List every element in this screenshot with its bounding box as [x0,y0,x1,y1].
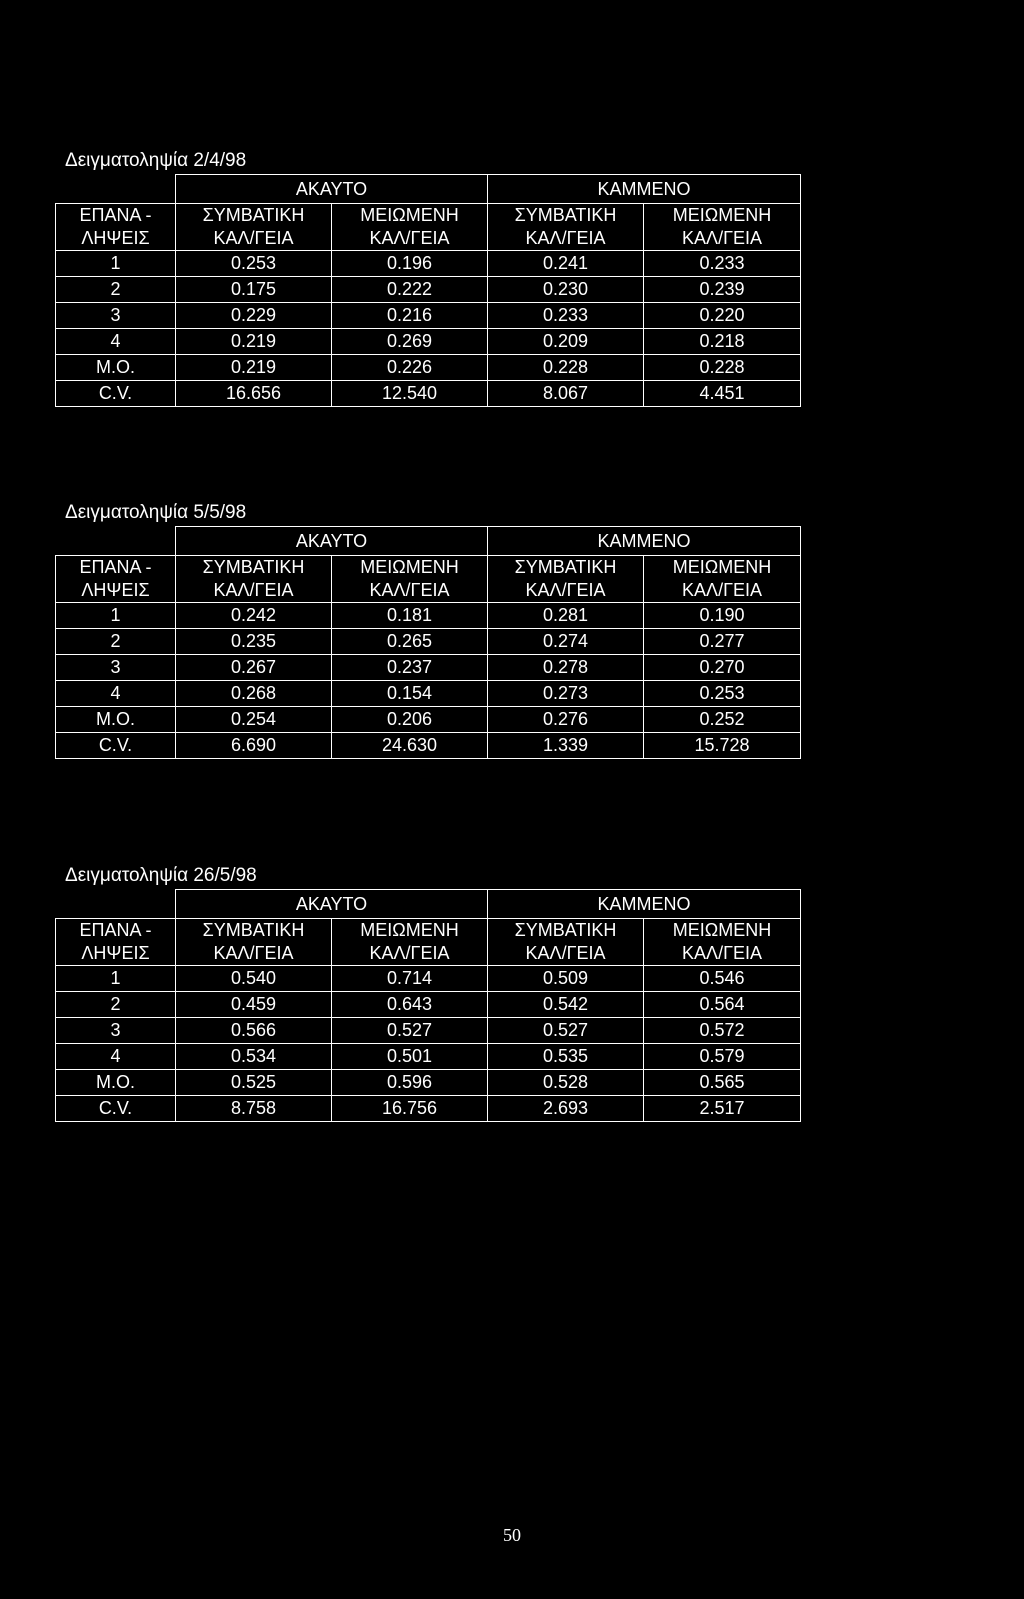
value-cell: 0.540 [176,966,332,992]
column-header-reduced: ΜΕΙΩΜΕΝΗ [332,556,488,579]
measurement-table [55,889,801,1122]
row-label: C.V. [56,733,176,759]
value-cell: 4.451 [644,381,801,407]
column-header-cultivation: ΚΑΛ/ΓΕΙΑ [176,578,332,603]
value-cell: 0.241 [488,251,644,277]
value-cell: 0.228 [644,355,801,381]
value-cell: 0.566 [176,1018,332,1044]
value-cell: 0.181 [332,603,488,629]
page-number: 50 [503,1525,521,1545]
value-cell: 0.542 [488,992,644,1018]
row-label: 2 [56,277,176,303]
row-label: C.V. [56,381,176,407]
column-header-row [56,941,801,966]
column-header-conventional: ΣΥΜΒΑΤΙΚΗ [488,556,644,579]
empty-corner-cell [56,890,176,919]
table-row [56,303,801,329]
row-label: 3 [56,655,176,681]
column-header-repetitions: ΛΗΨΕΙΣ [56,226,176,251]
value-cell: 0.268 [176,681,332,707]
value-cell: 0.228 [488,355,644,381]
table-row [56,277,801,303]
table-row [56,966,801,992]
value-cell: 0.254 [176,707,332,733]
value-cell: 0.528 [488,1070,644,1096]
column-header-repetitions: ΕΠΑΝΑ - [56,556,176,579]
row-label: Μ.Ο. [56,355,176,381]
value-cell: 0.222 [332,277,488,303]
value-cell: 0.154 [332,681,488,707]
table-row [56,329,801,355]
row-label: C.V. [56,1096,176,1122]
value-cell: 0.220 [644,303,801,329]
value-cell: 0.229 [176,303,332,329]
column-header-conventional: ΣΥΜΒΑΤΙΚΗ [176,919,332,942]
table-row [56,355,801,381]
value-cell: 0.218 [644,329,801,355]
column-header-reduced: ΜΕΙΩΜΕΝΗ [644,919,801,942]
value-cell: 12.540 [332,381,488,407]
value-cell: 1.339 [488,733,644,759]
value-cell: 16.756 [332,1096,488,1122]
value-cell: 0.525 [176,1070,332,1096]
value-cell: 0.273 [488,681,644,707]
sampling-section [55,148,800,407]
row-label: 1 [56,251,176,277]
column-header-repetitions: ΕΠΑΝΑ - [56,919,176,942]
value-cell: 0.175 [176,277,332,303]
value-cell: 0.253 [176,251,332,277]
group-header-row [56,890,801,919]
row-label: 3 [56,303,176,329]
table-row [56,655,801,681]
column-header-repetitions: ΛΗΨΕΙΣ [56,578,176,603]
table-row [56,733,801,759]
value-cell: 15.728 [644,733,801,759]
column-header-row [56,578,801,603]
empty-corner-cell [56,527,176,556]
column-header-reduced: ΜΕΙΩΜΕΝΗ [644,204,801,227]
column-header-conventional: ΣΥΜΒΑΤΙΚΗ [488,919,644,942]
value-cell: 0.196 [332,251,488,277]
table-row [56,707,801,733]
sampling-date-title: Δειγματοληψία 2/4/98 [65,150,247,171]
value-cell: 0.546 [644,966,801,992]
value-cell: 0.643 [332,992,488,1018]
value-cell: 6.690 [176,733,332,759]
value-cell: 0.534 [176,1044,332,1070]
table-row [56,1018,801,1044]
column-header-cultivation: ΚΑΛ/ΓΕΙΑ [488,578,644,603]
value-cell: 0.270 [644,655,801,681]
value-cell: 24.630 [332,733,488,759]
group-header-burned: ΚΑΜΜΕΝΟ [488,175,801,204]
column-header-row [56,204,801,227]
table-row [56,992,801,1018]
value-cell: 0.265 [332,629,488,655]
value-cell: 0.274 [488,629,644,655]
group-header-row [56,527,801,556]
value-cell: 0.527 [488,1018,644,1044]
value-cell: 0.267 [176,655,332,681]
column-header-cultivation: ΚΑΛ/ΓΕΙΑ [176,941,332,966]
table-row [56,1096,801,1122]
group-header-unburned: ΑΚΑΥΤΟ [176,175,488,204]
value-cell: 8.758 [176,1096,332,1122]
value-cell: 0.242 [176,603,332,629]
column-header-reduced: ΜΕΙΩΜΕΝΗ [332,204,488,227]
group-header-burned: ΚΑΜΜΕΝΟ [488,527,801,556]
value-cell: 0.527 [332,1018,488,1044]
value-cell: 0.219 [176,355,332,381]
value-cell: 0.714 [332,966,488,992]
group-header-row [56,175,801,204]
value-cell: 0.233 [644,251,801,277]
column-header-cultivation: ΚΑΛ/ΓΕΙΑ [332,226,488,251]
group-header-unburned: ΑΚΑΥΤΟ [176,527,488,556]
value-cell: 8.067 [488,381,644,407]
value-cell: 0.572 [644,1018,801,1044]
column-header-row [56,919,801,942]
sampling-date-title: Δειγματοληψία 5/5/98 [65,502,247,523]
value-cell: 0.237 [332,655,488,681]
column-header-cultivation: ΚΑΛ/ΓΕΙΑ [176,226,332,251]
table-row [56,681,801,707]
column-header-cultivation: ΚΑΛ/ΓΕΙΑ [488,226,644,251]
value-cell: 0.277 [644,629,801,655]
value-cell: 0.565 [644,1070,801,1096]
row-label: 2 [56,629,176,655]
column-header-cultivation: ΚΑΛ/ΓΕΙΑ [644,578,801,603]
column-header-conventional: ΣΥΜΒΑΤΙΚΗ [176,204,332,227]
table-row [56,251,801,277]
row-label: 1 [56,966,176,992]
sampling-section [55,500,800,759]
value-cell: 0.206 [332,707,488,733]
value-cell: 16.656 [176,381,332,407]
group-header-burned: ΚΑΜΜΕΝΟ [488,890,801,919]
column-header-reduced: ΜΕΙΩΜΕΝΗ [332,919,488,942]
row-label: 2 [56,992,176,1018]
value-cell: 0.209 [488,329,644,355]
column-header-row [56,226,801,251]
column-header-cultivation: ΚΑΛ/ΓΕΙΑ [644,941,801,966]
row-label: 4 [56,1044,176,1070]
value-cell: 0.233 [488,303,644,329]
column-header-repetitions: ΛΗΨΕΙΣ [56,941,176,966]
value-cell: 0.230 [488,277,644,303]
column-header-conventional: ΣΥΜΒΑΤΙΚΗ [488,204,644,227]
sampling-section [55,863,800,1122]
value-cell: 0.235 [176,629,332,655]
value-cell: 0.216 [332,303,488,329]
value-cell: 0.564 [644,992,801,1018]
table-row [56,603,801,629]
value-cell: 0.269 [332,329,488,355]
row-label: Μ.Ο. [56,707,176,733]
value-cell: 0.459 [176,992,332,1018]
table-row [56,1070,801,1096]
value-cell: 0.501 [332,1044,488,1070]
value-cell: 0.596 [332,1070,488,1096]
value-cell: 0.252 [644,707,801,733]
value-cell: 0.219 [176,329,332,355]
value-cell: 0.253 [644,681,801,707]
value-cell: 0.509 [488,966,644,992]
value-cell: 0.579 [644,1044,801,1070]
column-header-conventional: ΣΥΜΒΑΤΙΚΗ [176,556,332,579]
value-cell: 2.693 [488,1096,644,1122]
value-cell: 0.278 [488,655,644,681]
value-cell: 0.190 [644,603,801,629]
value-cell: 0.239 [644,277,801,303]
row-label: 4 [56,329,176,355]
value-cell: 0.281 [488,603,644,629]
table-row [56,1044,801,1070]
column-header-cultivation: ΚΑΛ/ΓΕΙΑ [332,578,488,603]
measurement-table [55,174,801,407]
group-header-unburned: ΑΚΑΥΤΟ [176,890,488,919]
row-label: 3 [56,1018,176,1044]
row-label: 1 [56,603,176,629]
value-cell: 2.517 [644,1096,801,1122]
row-label: 4 [56,681,176,707]
value-cell: 0.226 [332,355,488,381]
column-header-repetitions: ΕΠΑΝΑ - [56,204,176,227]
measurement-table [55,526,801,759]
sampling-date-title: Δειγματοληψία 26/5/98 [65,865,257,886]
column-header-cultivation: ΚΑΛ/ΓΕΙΑ [644,226,801,251]
table-row [56,381,801,407]
column-header-cultivation: ΚΑΛ/ΓΕΙΑ [332,941,488,966]
column-header-reduced: ΜΕΙΩΜΕΝΗ [644,556,801,579]
empty-corner-cell [56,175,176,204]
value-cell: 0.276 [488,707,644,733]
value-cell: 0.535 [488,1044,644,1070]
row-label: Μ.Ο. [56,1070,176,1096]
column-header-cultivation: ΚΑΛ/ΓΕΙΑ [488,941,644,966]
table-row [56,629,801,655]
column-header-row [56,556,801,579]
